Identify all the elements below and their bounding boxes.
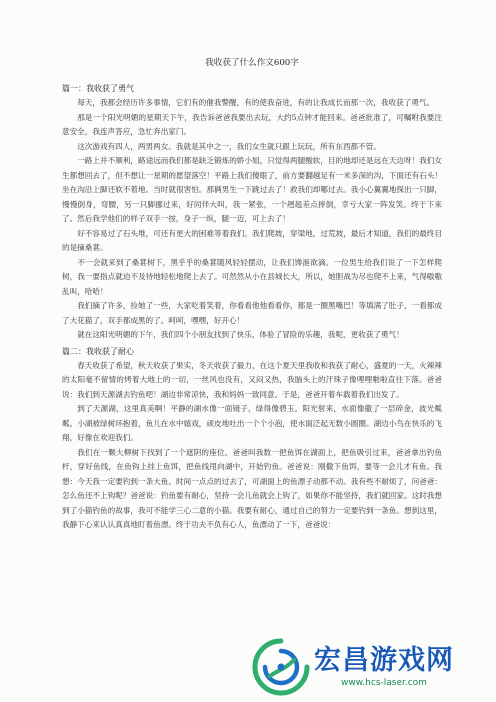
document-title: 我收获了什么作文600字 xyxy=(205,58,299,68)
paragraph: 就在这阳光明媚的下午，我们四个小朋友找到了快乐，体验了冒险的乐趣，我呢，更收获了勇气！ xyxy=(77,330,404,339)
paragraph: 好不容易过了石头堆，可还有更大的困难等着我们。我们爬坡，穿梁地，过荒坡，最后才知道，我们的最终目的是摘桑葚。 xyxy=(62,228,442,252)
paragraph: 这次游戏有四人，两男两女。我就是其中之一，我们女生就只跟上玩玩，所有东西都不管。 xyxy=(77,141,381,151)
site-watermark xyxy=(250,634,490,700)
paragraph: 我们在一颗大柳树下找到了一个遮阴的座位。爸爸叫我数一把鱼饵在湖面上，把鱼吸引过来，爸爸拿出钓鱼杆，穿好鱼线，在鱼钩上挂上鱼饵，把鱼线甩向湖中，开始钓鱼。爸爸说：刚撒下鱼饵，要等一会儿才有鱼。我想：今天我一定要钓到一条大鱼。时间一点点的过去了，可湖面上的鱼漂子动都不动。我有些不耐烦了，问爸爸：怎么鱼还不上钩呢？爸爸说：钓鱼要有耐心，坚持一会儿鱼就会上钩了，如果你不能坚持，我们就回家。这时我想到了小猫钓鱼的故事，我可不能学三心二意的小猫。我要有耐心，通过自己的努力一定要钓到一条鱼。想到这里，我静下心来认认真真地盯着鱼漂。终于功夫不负有心人，鱼漂动了一下，爸爸说： xyxy=(62,447,442,529)
document-body xyxy=(62,56,442,533)
paragraph: 不一会就来到了桑葚树下，黑乎乎的桑葚随风轻轻摆动，让我们馋涎欲滴。一位男生给我们说了一下怎样爬树，我一要指点就迫不及待地轻松地爬上去了。可然然从小在县城长大，所以，她胆战为尽也爬不上来，气得嗷嗷乱叫，哈哈！ xyxy=(62,257,442,296)
paragraph: 一路上并不顺利，路途远而我们都是缺乏锻炼的娇小姐，只觉得两腿酸软，目的地却还是远在天边呀！我们女生都想回去了，但不想让一星期的愿望落空！平路上我们傻眼了，前方要翻越足有一米多深的沟，下面还有石头！坐在沟沿上脚还软不着地。当时就很害怕。那俩男生一下跳过去了！救我们却哪过去。我小心翼翼地探出一只脚，慢慢倒身，弯腰，另一只脚挪过来，好同伴大叫，我一紧张，一个趔趄差点摔倒，幸亏大家一阵发笑。终于下来了。然后我学他们的样子双手一按，身子一纵，腿一迈，可上去了！ xyxy=(62,156,442,223)
watermark-site-name: 宏昌游戏网 xyxy=(314,645,454,676)
paragraph: 我们摘了许多，捡她了一些，大家吃着笑着，你看看他他看看你，都是一圈黑嘴巴！等填满了肚子，一看都成了大花猫了，双手都成黑的了。呵呵，嘿嘿，好开心！ xyxy=(62,301,442,325)
section-heading: 篇一：我收获了勇气 xyxy=(62,84,134,93)
paragraph: 到了天源湖，这里真美啊！平静的湖水像一面镜子，绿得像碧玉。阳光射来，水面像撒了一层碎金，波光粼粼。小湖被绿树环抱着，鱼儿在水中嬉戏，顽皮地吐出一个个小泡，使水面泛起无数小圆圈。湖边小鸟在快乐的飞翔，好像在欢迎我们。 xyxy=(62,404,442,442)
paragraph: 春天收获了希望，秋天收获了果实，冬天收获了毅力，在这个夏天里我收和我获了耐心，盛夏的一天，火辣辣的太阳毫不留情的烤着大地上的一切，一丝风也没有，又闷又热，我脑头上的汗珠子像哩哩啪啦直往下落。爸爸说：我们到天源湖去钓鱼吧！湖边非常凉快，我和妈妈一致同意。于是，爸爸开着车载着我们出发了。 xyxy=(62,360,442,399)
watermark-text xyxy=(314,645,454,689)
paragraph: 每天，我都会经历许多事情，它们有的催我警醒，有的使我奋进，有的让我成长而那一次，我收获了勇气。 xyxy=(77,98,435,107)
section-heading: 篇二：我收获了耐心 xyxy=(62,346,134,356)
paragraph: 那是一个阳光明媚的星期天下午，我告诉爸爸我要出去玩，大约5点钟才能回来。爸爸批准了，可嘱咐我要注意安全，我连声答应，急忙奔出家门。 xyxy=(62,112,442,136)
swirl-logo-icon xyxy=(250,636,312,698)
watermark-url: www.hcs-laser.com xyxy=(341,678,427,688)
